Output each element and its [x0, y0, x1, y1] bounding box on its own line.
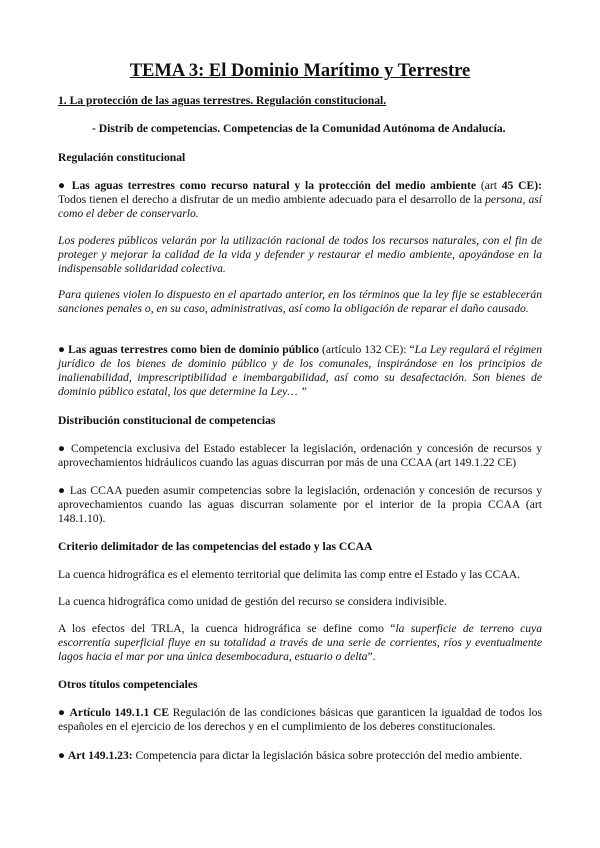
heading-otros: Otros títulos competenciales [58, 678, 198, 691]
bullet: ● [58, 343, 66, 356]
paragraph-dominio-publico [58, 343, 542, 399]
bold-text: Las aguas terrestres como recurso natural y la protección del medio ambiente [71, 179, 477, 192]
paragraph-competencia-estado: ● Competencia exclusiva del Estado establecer la legislación, ordenación y concesión de recursos y aprovechamientos hidráulicos cuando las aguas discurran por más de una CCAA (art 149.1.22 CE) [58, 442, 542, 469]
paragraph-text: Todos tienen el derecho a disfrutar de un medio ambiente adecuado para el desarrollo de la [58, 193, 486, 206]
article-ref-bold: 45 CE): [501, 179, 542, 192]
paragraph-sanciones: Para quienes violen lo dispuesto en el apartado anterior, en los términos que la ley fije se establecerán sanciones penales o, en su caso, administrativas, así como la obligación de reparar el daño causado. [58, 288, 542, 315]
section-heading: 1. La protección de las aguas terrestres. Regulación constitucional. [58, 94, 387, 107]
paragraph-cuenca-2: La cuenca hidrográfica como unidad de gestión del recurso se considera indivisible. [58, 595, 447, 608]
paragraph-text: Competencia para dictar la legislación básica sobre protección del medio ambiente. [132, 749, 523, 762]
bold-text: Artículo 149.1.1 CE [69, 706, 170, 719]
italic-quote: La Ley regulará el régimen jurídico de los bienes de dominio público y de los comunales, inspirándose en los principios de inalienabilidad, imprescriptibilidad e inembargabilidad, así como su desafectación. Son bienes de dominio público estatal, los que determine la Ley… ” [58, 343, 542, 398]
paragraph-cuenca-1: La cuenca hidrográfica es el elemento territorial que delimita las comp entre el Estado y las CCAA. [58, 568, 520, 581]
bullet: ● [58, 179, 67, 192]
heading-distribucion: Distribución constitucional de competencias [58, 414, 276, 427]
article-ref: (artículo 132 CE): “ [322, 343, 415, 356]
heading-criterio: Criterio delimitador de las competencias del estado y las CCAA [58, 540, 373, 553]
bold-text: Art 149.1.23: [67, 749, 133, 762]
paragraph-recurso-natural [58, 179, 542, 221]
bold-text: Las aguas terrestres como bien de dominio público [68, 343, 320, 356]
heading-regulacion: Regulación constitucional [58, 151, 186, 164]
article-ref: (art [480, 179, 502, 192]
quote-end: ”. [367, 650, 376, 663]
paragraph-text: Regulación de las condiciones básicas que garanticen la igualdad de todos los españoles en el ejercicio de los derechos y en el cumplimiento de los deberes constitucionales. [58, 706, 542, 733]
subpoint: - Distrib de competencias. Competencias de la Comunidad Autónoma de Andalucía. [92, 122, 506, 135]
paragraph-art-149-1-1 [58, 706, 542, 734]
italic-text: persona, así como el deber de conservarlo. [58, 193, 542, 220]
paragraph-cuenca-definicion [58, 622, 542, 664]
paragraph-art-149-1-23 [58, 749, 542, 763]
paragraph-competencia-ccaa: ● Las CCAA pueden asumir competencias sobre la legislación, ordenación y concesión de recursos y aprovechamientos cuando las aguas discurran solamente por el interior de la propia CCAA (art 148.1.10). [58, 484, 542, 525]
bullet: ● [58, 706, 66, 719]
document-title: TEMA 3: El Dominio Marítimo y Terrestre [129, 61, 471, 81]
italic-quote: la superficie de terreno cuya escorrentía superficial fluye en su totalidad a través de una serie de corrientes, ríos y eventualmente lagos hacia el mar por una única desembocadura, estuario o delta [58, 622, 542, 663]
document-page [58, 0, 542, 848]
bullet: ● [58, 749, 66, 762]
paragraph-text: A los efectos del TRLA, la cuenca hidrográfica se define como “ [58, 622, 396, 635]
paragraph-poderes-publicos: Los poderes públicos velarán por la utilización racional de todos los recursos naturales, con el fin de proteger y mejorar la calidad de la vida y defender y restaurar el medio ambiente, apoyándose en la indispensable solidaridad colectiva. [58, 234, 542, 275]
